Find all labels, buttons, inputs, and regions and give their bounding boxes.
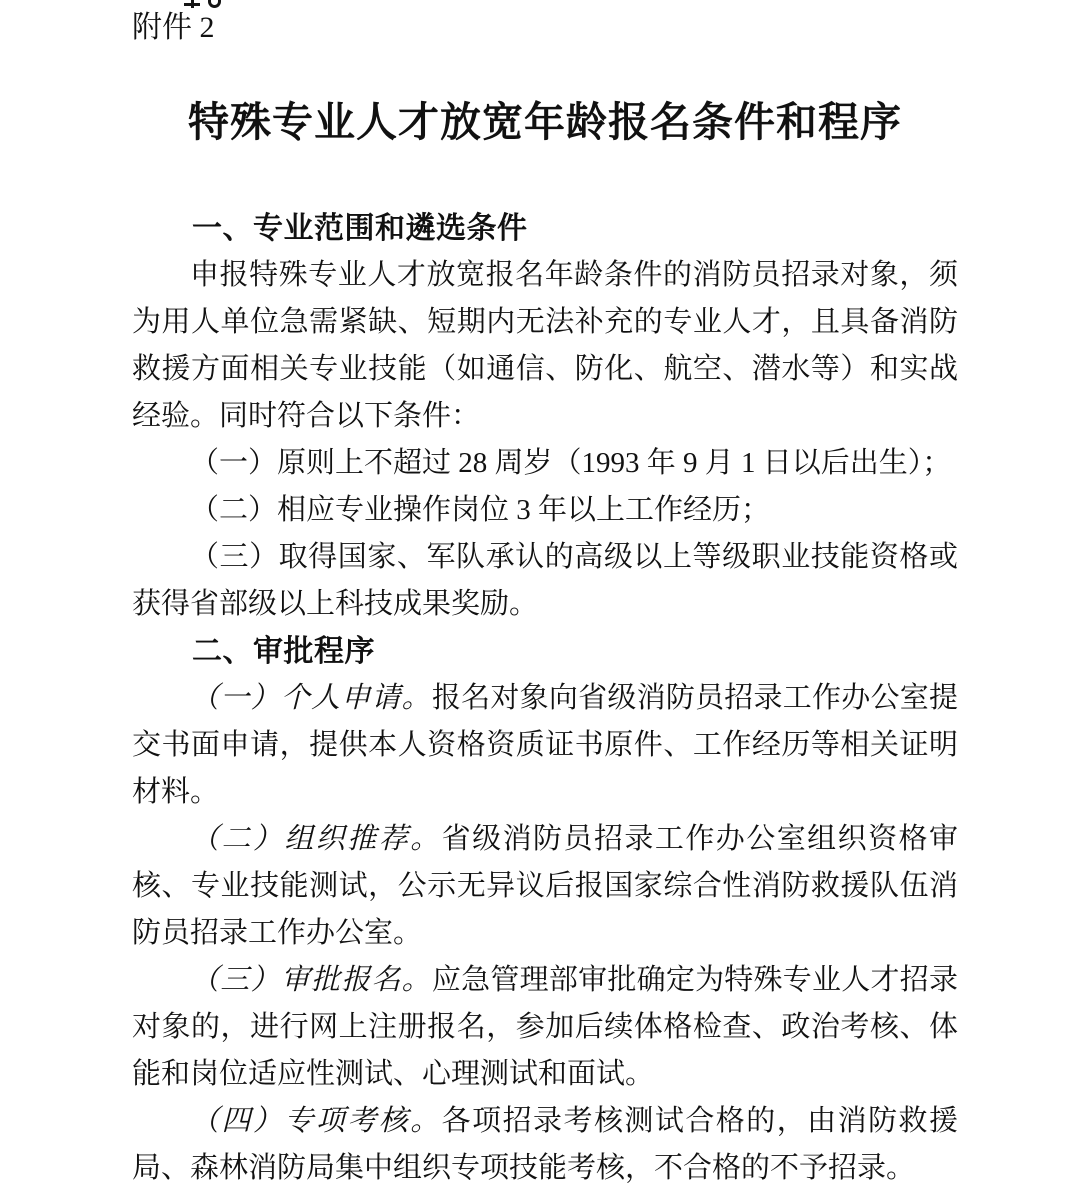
section-1-heading: 一、专业范围和遴选条件 xyxy=(192,212,528,245)
document-title: 特殊专业人才放宽年龄报名条件和程序 xyxy=(188,99,902,145)
procedure-step-1 xyxy=(132,675,958,816)
attachment-label: 附件 2 xyxy=(132,11,215,44)
step-2-lead: （二）组织推荐。 xyxy=(190,823,442,855)
step-4-lead: （四）专项考核。 xyxy=(190,1105,442,1137)
condition-item-2: （二）相应专业操作岗位 3 年以上工作经历； xyxy=(190,494,771,526)
step-1-text: 报名对象向省级消防员招录工作办公室提交书面申请，提供本人资格资质证书原件、工作经历等相关证明材料。 xyxy=(132,682,958,808)
page-top-artifact xyxy=(184,3,200,6)
step-3-lead: （三）审批报名。 xyxy=(190,964,432,996)
step-4-text: 各项招录考核测试合格的，由消防救援局、森林消防局集中组织专项技能考核，不合格的不予招录。 xyxy=(132,1105,958,1184)
page-top-artifact xyxy=(208,0,221,8)
section-2-heading: 二、审批程序 xyxy=(192,635,375,668)
step-2-text: 省级消防员招录工作办公室组织资格审核、专业技能测试，公示无异议后报国家综合性消防救援队伍消防员招录工作办公室。 xyxy=(132,823,958,949)
condition-item-1: （一）原则上不超过 28 周岁（1993 年 9 月 1 日以后出生）； xyxy=(190,447,952,479)
procedure-step-3 xyxy=(132,957,958,1098)
procedure-step-2 xyxy=(132,816,958,957)
step-1-lead: （一）个人申请。 xyxy=(190,682,432,714)
step-3-text: 应急管理部审批确定为特殊专业人才招录对象的，进行网上注册报名，参加后续体格检查、政治考核、体能和岗位适应性测试、心理测试和面试。 xyxy=(132,964,958,1090)
section-1-intro-paragraph: 申报特殊专业人才放宽报名年龄条件的消防员招录对象，须为用人单位急需紧缺、短期内无法补充的专业人才，且具备消防救援方面相关专业技能（如通信、防化、航空、潜水等）和实战经验。同时符合以下条件： xyxy=(132,259,958,432)
procedure-step-4 xyxy=(132,1098,958,1189)
condition-item-3: （三）取得国家、军队承认的高级以上等级职业技能资格或获得省部级以上科技成果奖励。 xyxy=(132,541,958,620)
